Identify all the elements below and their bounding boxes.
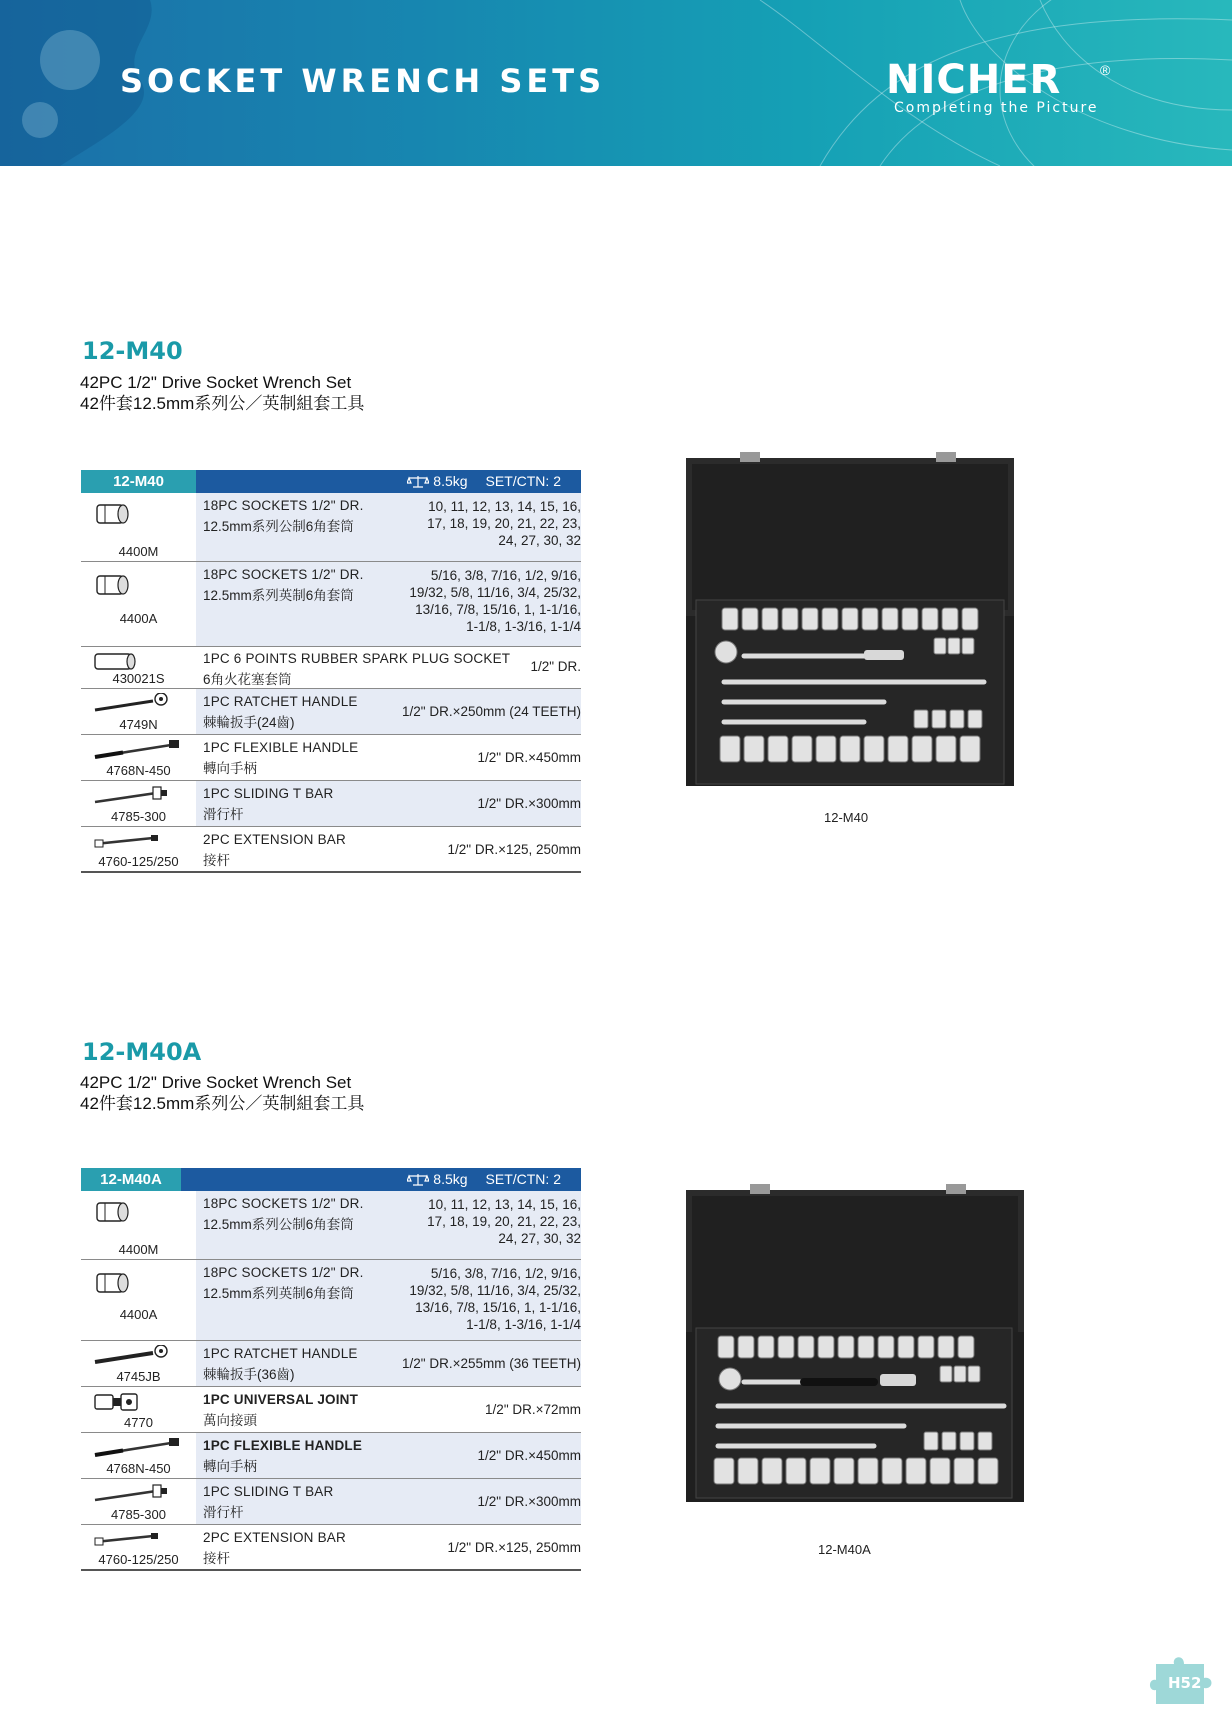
section-description-cn: 42件套12.5mm系列公／英制組套工具 bbox=[80, 1094, 365, 1113]
part-number: 4400A bbox=[119, 1307, 158, 1322]
part-number: 4785-300 bbox=[111, 809, 166, 824]
photo-caption: 12-M40 bbox=[824, 810, 869, 825]
brand-logo bbox=[886, 57, 1111, 116]
drive-spec: 1/2" DR.×255mm (36 TEETH) bbox=[402, 1356, 581, 1371]
set-per-carton: SET/CTN: 2 bbox=[485, 1171, 561, 1187]
part-number: 4400M bbox=[118, 544, 159, 559]
item-description-cn: 12.5mm系列公制6角套筒 bbox=[203, 519, 354, 534]
spec-table-code: 12-M40 bbox=[81, 470, 196, 493]
drive-spec: 1/2" DR.×125, 250mm bbox=[447, 842, 581, 857]
drive-spec: 1/2" DR.×300mm bbox=[477, 1494, 581, 1509]
set-per-carton: SET/CTN: 2 bbox=[485, 473, 561, 489]
page-title: SOCKET WRENCH SETS bbox=[120, 62, 606, 100]
size-list: 1-1/8, 1-3/16, 1-1/4 bbox=[466, 1317, 581, 1332]
weight-value: 8.5kg bbox=[433, 473, 468, 489]
item-description: 2PC EXTENSION BAR bbox=[203, 832, 346, 847]
sliding-t-bar-icon bbox=[93, 785, 173, 807]
socket-icon bbox=[93, 1199, 135, 1225]
item-description: 1PC UNIVERSAL JOINT bbox=[203, 1392, 359, 1407]
item-description-cn: 滑行杆 bbox=[203, 807, 244, 822]
drive-spec: 1/2" DR.×300mm bbox=[477, 796, 581, 811]
item-description-cn: 12.5mm系列英制6角套筒 bbox=[203, 1286, 354, 1301]
section-description-cn: 42件套12.5mm系列公／英制組套工具 bbox=[80, 394, 365, 413]
drive-spec: 1/2" DR. bbox=[530, 659, 581, 674]
item-description: 1PC SLIDING T BAR bbox=[203, 1484, 334, 1499]
table-row bbox=[81, 1341, 581, 1387]
item-description-cn: 6角火花塞套筒 bbox=[203, 672, 292, 687]
ratchet-handle-icon bbox=[93, 693, 173, 715]
part-number: 4785-300 bbox=[111, 1507, 166, 1522]
ratchet-handle-icon bbox=[93, 1345, 173, 1367]
item-description-cn: 萬向接頭 bbox=[203, 1413, 257, 1428]
spark-plug-socket-icon bbox=[93, 651, 143, 673]
section-code: 12-M40A bbox=[82, 1038, 202, 1066]
part-number: 4760-125/250 bbox=[98, 1552, 179, 1567]
drive-spec: 1/2" DR.×450mm bbox=[477, 750, 581, 765]
item-description: 1PC FLEXIBLE HANDLE bbox=[203, 740, 359, 755]
drive-spec: 1/2" DR.×125, 250mm bbox=[447, 1540, 581, 1555]
spec-table-code: 12-M40A bbox=[81, 1168, 181, 1191]
part-number: 4768N-450 bbox=[106, 1461, 171, 1476]
logo-tagline: Completing the Picture bbox=[894, 100, 1099, 116]
size-list: 5/16, 3/8, 7/16, 1/2, 9/16, bbox=[430, 1266, 581, 1281]
item-description-cn: 轉向手柄 bbox=[203, 761, 257, 776]
table-row bbox=[81, 1260, 581, 1341]
size-list: 24, 27, 30, 32 bbox=[498, 1231, 581, 1246]
item-description-cn: 12.5mm系列公制6角套筒 bbox=[203, 1217, 354, 1232]
table-row bbox=[81, 1191, 581, 1260]
item-description: 18PC SOCKETS 1/2" DR. bbox=[203, 1265, 364, 1280]
table-row bbox=[81, 1387, 581, 1433]
table-row bbox=[81, 1433, 581, 1479]
extension-bar-icon bbox=[93, 832, 163, 850]
spec-table bbox=[81, 1168, 581, 1571]
item-description-cn: 棘輪扳手(36齒) bbox=[203, 1367, 295, 1382]
item-description: 1PC FLEXIBLE HANDLE bbox=[203, 1438, 363, 1453]
part-number: 4400A bbox=[119, 611, 158, 626]
item-description-cn: 接杆 bbox=[203, 1551, 230, 1566]
size-list: 24, 27, 30, 32 bbox=[498, 533, 581, 548]
item-description-cn: 轉向手柄 bbox=[203, 1459, 257, 1474]
section-description-en: 42PC 1/2" Drive Socket Wrench Set bbox=[80, 373, 352, 392]
spec-table bbox=[81, 470, 581, 873]
photo-caption: 12-M40A bbox=[818, 1542, 871, 1557]
item-description-cn: 棘輪扳手(24齒) bbox=[203, 715, 295, 730]
item-description-cn: 滑行杆 bbox=[203, 1505, 244, 1520]
socket-icon bbox=[93, 1270, 135, 1296]
item-description: 2PC EXTENSION BAR bbox=[203, 1530, 346, 1545]
size-list: 10, 11, 12, 13, 14, 15, 16, bbox=[428, 1197, 581, 1212]
part-number: 4400M bbox=[118, 1242, 159, 1257]
table-row bbox=[81, 1525, 581, 1571]
extension-bar-icon bbox=[93, 1530, 163, 1548]
part-number: 4745JB bbox=[116, 1369, 161, 1384]
size-list: 19/32, 5/8, 11/16, 3/4, 25/32, bbox=[409, 1283, 581, 1298]
section-description-en: 42PC 1/2" Drive Socket Wrench Set bbox=[80, 1073, 352, 1092]
part-number: 4770 bbox=[124, 1415, 153, 1430]
logo-registered-mark: ® bbox=[1100, 62, 1111, 78]
size-list: 17, 18, 19, 20, 21, 22, 23, bbox=[427, 1214, 581, 1229]
logo-wordmark: NICHER bbox=[886, 57, 1062, 103]
item-description-cn: 12.5mm系列英制6角套筒 bbox=[203, 588, 354, 603]
drive-spec: 1/2" DR.×72mm bbox=[485, 1402, 581, 1417]
product-photo bbox=[684, 450, 1016, 802]
table-row bbox=[81, 827, 581, 873]
table-row bbox=[81, 562, 581, 647]
table-row bbox=[81, 735, 581, 781]
section-code: 12-M40 bbox=[82, 337, 183, 365]
scale-icon bbox=[407, 1173, 429, 1187]
flexible-handle-icon bbox=[93, 1437, 183, 1459]
spec-table-header bbox=[81, 470, 581, 493]
item-description: 1PC 6 POINTS RUBBER SPARK PLUG SOCKET bbox=[203, 651, 511, 666]
item-description-cn: 接杆 bbox=[203, 853, 230, 868]
table-row bbox=[81, 781, 581, 827]
size-list: 13/16, 7/8, 15/16, 1, 1-1/16, bbox=[415, 602, 581, 617]
socket-icon bbox=[93, 572, 135, 598]
part-number: 4749N bbox=[119, 717, 158, 732]
item-description: 18PC SOCKETS 1/2" DR. bbox=[203, 1196, 364, 1211]
size-list: 10, 11, 12, 13, 14, 15, 16, bbox=[428, 499, 581, 514]
scale-icon bbox=[407, 475, 429, 489]
drive-spec: 1/2" DR.×450mm bbox=[477, 1448, 581, 1463]
size-list: 13/16, 7/8, 15/16, 1, 1-1/16, bbox=[415, 1300, 581, 1315]
item-description: 18PC SOCKETS 1/2" DR. bbox=[203, 567, 364, 582]
item-description: 1PC RATCHET HANDLE bbox=[203, 1346, 358, 1361]
size-list: 17, 18, 19, 20, 21, 22, 23, bbox=[427, 516, 581, 531]
socket-icon bbox=[93, 501, 135, 527]
table-row bbox=[81, 647, 581, 689]
page-number: H52 bbox=[1168, 1674, 1202, 1692]
item-description: 18PC SOCKETS 1/2" DR. bbox=[203, 498, 364, 513]
size-list: 19/32, 5/8, 11/16, 3/4, 25/32, bbox=[409, 585, 581, 600]
sliding-t-bar-icon bbox=[93, 1483, 173, 1505]
spec-table-header bbox=[81, 1168, 581, 1191]
header-banner bbox=[0, 0, 1232, 166]
universal-joint-icon bbox=[93, 1390, 143, 1414]
size-list: 5/16, 3/8, 7/16, 1/2, 9/16, bbox=[430, 568, 581, 583]
item-description: 1PC SLIDING T BAR bbox=[203, 786, 334, 801]
flexible-handle-icon bbox=[93, 739, 183, 761]
part-number: 4760-125/250 bbox=[98, 854, 179, 869]
part-number: 4768N-450 bbox=[106, 763, 171, 778]
table-row bbox=[81, 689, 581, 735]
item-description: 1PC RATCHET HANDLE bbox=[203, 694, 358, 709]
part-number: 430021S bbox=[112, 671, 165, 686]
drive-spec: 1/2" DR.×250mm (24 TEETH) bbox=[402, 704, 581, 719]
table-row bbox=[81, 1479, 581, 1525]
size-list: 1-1/8, 1-3/16, 1-1/4 bbox=[466, 619, 581, 634]
table-row bbox=[81, 493, 581, 562]
weight-value: 8.5kg bbox=[433, 1171, 468, 1187]
product-photo bbox=[684, 1182, 1026, 1512]
